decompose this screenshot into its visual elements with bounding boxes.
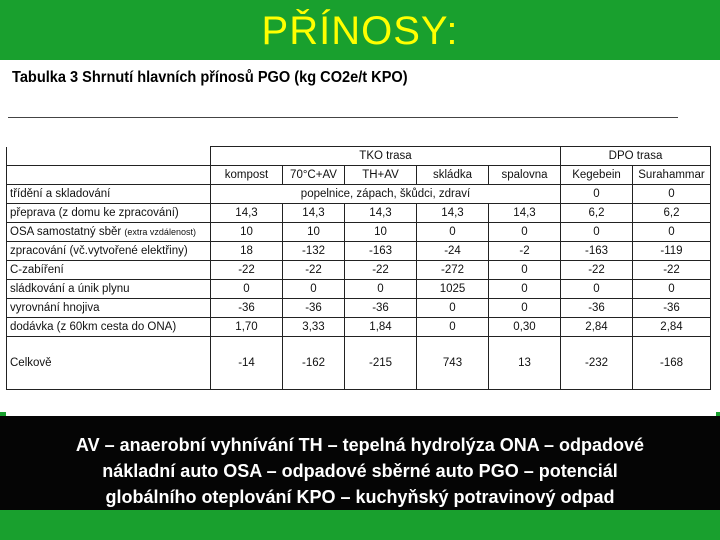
slide-title: PŘÍNOSY: — [261, 9, 459, 53]
table-cell: 743 — [417, 337, 489, 390]
table-cell: -272 — [417, 261, 489, 280]
table-cell: 10 — [211, 223, 283, 242]
table-cell: 0 — [417, 318, 489, 337]
table-cell: -132 — [283, 242, 345, 261]
table-cell: -163 — [345, 242, 417, 261]
column-header: kompost — [211, 166, 283, 185]
table-cell: 14,3 — [211, 204, 283, 223]
table-cell: 14,3 — [489, 204, 561, 223]
table-cell: -22 — [561, 261, 633, 280]
table-cell: -215 — [345, 337, 417, 390]
table-cell: -22 — [345, 261, 417, 280]
legend-line: nákladní auto OSA – odpadové sběrné auto PGO – potenciál — [102, 461, 618, 481]
row-label: sládkování a únik plynu — [7, 280, 211, 299]
divider-line — [8, 117, 678, 118]
table-row — [7, 280, 711, 299]
table-cell: 0 — [633, 280, 711, 299]
legend-line: AV – anaerobní vyhnívání TH – tepelná hydrolýza ONA – odpadové — [75, 435, 645, 455]
table-cell: 0 — [283, 280, 345, 299]
legend-line: globálního oteplování KPO – kuchyňský potravinový odpad — [105, 487, 615, 507]
table-cell: -36 — [561, 299, 633, 318]
table-cell: 1,84 — [345, 318, 417, 337]
table-cell: -22 — [211, 261, 283, 280]
table-cell: 0 — [561, 223, 633, 242]
table-cell: 14,3 — [345, 204, 417, 223]
abbreviations-legend — [0, 416, 720, 510]
table-cell: 3,33 — [283, 318, 345, 337]
row-label: Celkově — [7, 337, 211, 390]
table-cell: 6,2 — [633, 204, 711, 223]
slide-content — [0, 60, 720, 412]
table-cell: 0 — [489, 261, 561, 280]
column-header: 70°C+AV — [283, 166, 345, 185]
table-row — [7, 318, 711, 337]
table-cell: -162 — [283, 337, 345, 390]
table-cell: -22 — [633, 261, 711, 280]
group-header-tko: TKO trasa — [211, 147, 561, 166]
table-cell: 1025 — [417, 280, 489, 299]
header-blank — [7, 166, 211, 185]
table-row — [7, 204, 711, 223]
column-header-row — [7, 166, 711, 185]
row-label: zpracování (vč.vytvořené elektřiny) — [7, 242, 211, 261]
table-image — [6, 146, 716, 438]
row-label: dodávka (z 60km cesta do ONA) — [7, 318, 211, 337]
table-cell: 0 — [633, 185, 711, 204]
table-cell: -119 — [633, 242, 711, 261]
table-cell: 0 — [561, 185, 633, 204]
column-header: Surahammar — [633, 166, 711, 185]
table-row — [7, 242, 711, 261]
table-cell: 0 — [489, 223, 561, 242]
table-cell: -163 — [561, 242, 633, 261]
column-header: skládka — [417, 166, 489, 185]
row-label — [7, 223, 211, 242]
column-header: TH+AV — [345, 166, 417, 185]
table-cell: -24 — [417, 242, 489, 261]
table-cell: 1,70 — [211, 318, 283, 337]
table-cell: -232 — [561, 337, 633, 390]
row-label: C-zabíření — [7, 261, 211, 280]
group-header-dpo: DPO trasa — [561, 147, 711, 166]
row-label: vyrovnání hnojiva — [7, 299, 211, 318]
table-cell: 14,3 — [283, 204, 345, 223]
table-cell: 2,84 — [561, 318, 633, 337]
table-cell: 0 — [489, 280, 561, 299]
table-cell: 0,30 — [489, 318, 561, 337]
table-caption: Tabulka 3 Shrnutí hlavních přínosů PGO (kg CO2e/t KPO) — [12, 69, 408, 86]
summary-table — [6, 146, 711, 390]
table-cell: -36 — [633, 299, 711, 318]
table-cell: -36 — [345, 299, 417, 318]
table-cell: 0 — [633, 223, 711, 242]
column-header: spalovna — [489, 166, 561, 185]
table-cell: 13 — [489, 337, 561, 390]
table-cell: 0 — [489, 299, 561, 318]
table-cell: 14,3 — [417, 204, 489, 223]
table-cell: -2 — [489, 242, 561, 261]
table-cell: -36 — [211, 299, 283, 318]
header-blank — [7, 147, 211, 166]
table-cell: 0 — [345, 280, 417, 299]
table-row — [7, 299, 711, 318]
table-cell: -168 — [633, 337, 711, 390]
column-header: Kegebein — [561, 166, 633, 185]
table-cell: 0 — [417, 223, 489, 242]
table-cell: 10 — [345, 223, 417, 242]
group-header-row — [7, 147, 711, 166]
table-cell: -36 — [283, 299, 345, 318]
merged-cell: popelnice, zápach, škůdci, zdraví — [211, 185, 561, 204]
table-row — [7, 185, 711, 204]
table-cell: 2,84 — [633, 318, 711, 337]
table-cell: -22 — [283, 261, 345, 280]
table-cell: 10 — [283, 223, 345, 242]
table-row — [7, 261, 711, 280]
row-label-text: OSA samostatný sběr — [10, 225, 122, 238]
row-label: třídění a skladování — [7, 185, 211, 204]
row-label: přeprava (z domu ke zpracování) — [7, 204, 211, 223]
table-cell: -14 — [211, 337, 283, 390]
total-row — [7, 337, 711, 390]
table-cell: 0 — [211, 280, 283, 299]
table-row — [7, 223, 711, 242]
table-cell: 0 — [561, 280, 633, 299]
row-label-note: (extra vzdálenost) — [124, 226, 196, 237]
table-cell: 6,2 — [561, 204, 633, 223]
table-cell: 18 — [211, 242, 283, 261]
bottom-band — [0, 510, 720, 540]
table-cell: 0 — [417, 299, 489, 318]
